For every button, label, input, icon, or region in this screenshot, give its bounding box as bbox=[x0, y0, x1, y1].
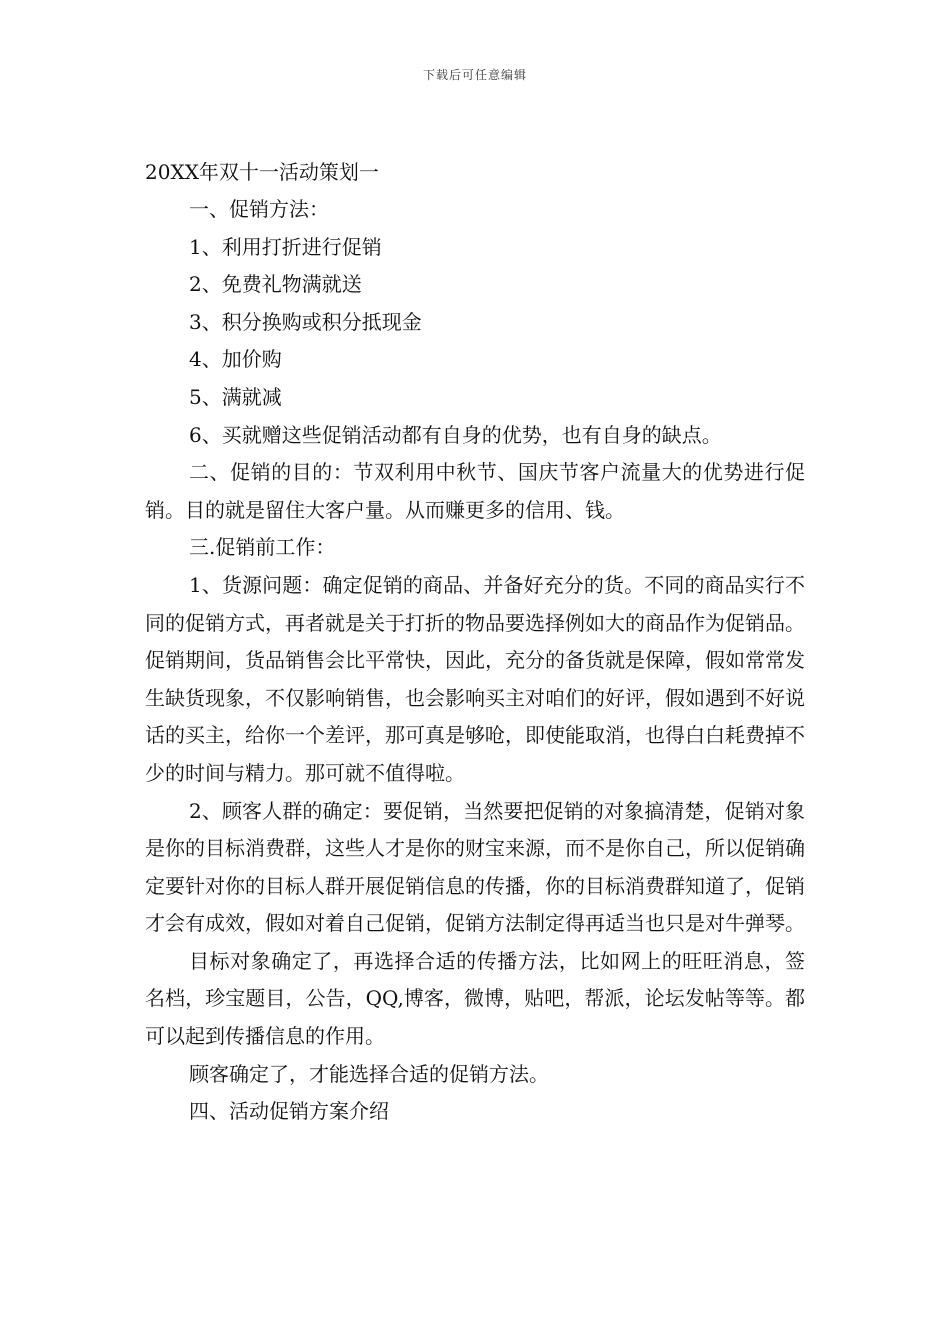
paragraph-customer-target: 2、顾客人群的确定：要促销，当然要把促销的对象搞清楚，促销对象是你的目标消费群，这些人才是你的财宝来源，而不是你自己，所以促销确定要针对你的目标人群开展促销信息的传播，你的目标消费群知道了，促销才会有成效，假如对着自己促销，促销方法制定得再适当也只是对牛弹琴。 bbox=[145, 798, 805, 936]
section-heading-pre-promotion-work: 三.促销前工作： bbox=[189, 535, 336, 560]
section-heading-promotion-methods: 一、促销方法： bbox=[189, 197, 329, 221]
paragraph-supply-issue: 1、货源问题：确定促销的商品、并备好充分的货。不同的商品实行不同的促销方式，再者就是关于打折的物品要选择例如大的商品作为促销品。促销期间，货品销售会比平常快，因此，充分的备货就是保障，假如常常发生缺货现象，不仅影响销售，也会影响买主对咱们的好评，假如遇到不好说话的买主，给你一个差评，那可真是够呛，即使能取消，也得白白耗费掉不少的时间与精力。那可就不值得啦。 bbox=[145, 572, 805, 785]
list-item: 1、利用打折进行促销 bbox=[189, 234, 382, 259]
document-title: 20XX年双十一活动策划一 bbox=[145, 160, 379, 184]
list-item: 3、积分换购或积分抵现金 bbox=[189, 309, 422, 334]
list-item: 5、满就减 bbox=[189, 384, 282, 409]
page-header: 下载后可任意编辑 bbox=[422, 68, 527, 82]
section-heading-activity-plan: 四、活动促销方案介绍 bbox=[189, 1099, 389, 1124]
list-item: 4、加价购 bbox=[189, 347, 282, 372]
paragraph-communication-methods: 目标对象确定了，再选择合适的传播方法，比如网上的旺旺消息，签名档，珍宝题目，公告，QQ,博客，微博，贴吧，帮派，论坛发帖等等。都可以起到传播信息的作用。 bbox=[145, 948, 805, 1049]
section-promotion-purpose: 二、促销的目的：节双利用中秋节、国庆节客户流量大的优势进行促销。目的就是留住大客户量。从而赚更多的信用、钱。 bbox=[145, 460, 805, 522]
list-item: 6、买就赠这些促销活动都有自身的优势，也有自身的缺点。 bbox=[189, 422, 722, 447]
document-body bbox=[145, 154, 805, 1131]
list-item: 2、免费礼物满就送 bbox=[189, 272, 362, 297]
paragraph-customer-confirmed: 顾客确定了，才能选择合适的促销方法。 bbox=[189, 1061, 549, 1086]
